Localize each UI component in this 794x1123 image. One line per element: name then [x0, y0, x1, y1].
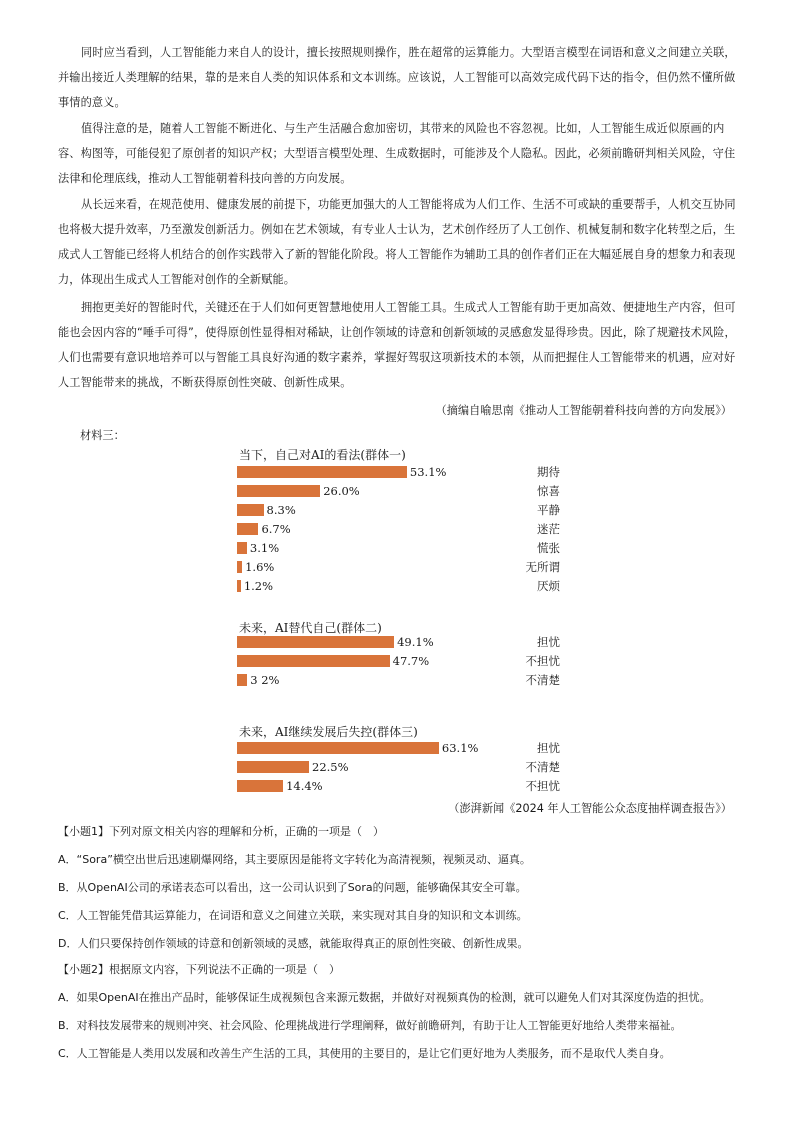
- chart-2-value-label: 49.1%: [397, 635, 434, 649]
- chart-1-bar: [237, 504, 264, 516]
- chart-3-value-label: 63.1%: [441, 741, 479, 755]
- source-citation-2: （澎湃新闻《2024 年人工智能公众态度抽样调查报告》）: [448, 802, 732, 815]
- chart-1-title: 当下，自己对AI的看法(群体一): [239, 448, 406, 462]
- chart-2-category-label: 担忧: [537, 635, 560, 649]
- question-1-option[interactable]: A．“Sora”横空出世后迅速刷爆网络，其主要原因是能将文字转化为高清视频，视频灵动、逼真。: [58, 853, 531, 866]
- chart-2-category-label: 不清楚: [525, 673, 560, 687]
- chart-2-title: 未来，AI替代自己(群体二): [239, 621, 382, 635]
- chart-1-value-label: 26.0%: [323, 484, 360, 498]
- chart-1-category-label: 平静: [537, 503, 560, 517]
- question-1-option[interactable]: D．人们只要保持创作领域的诗意和创新领域的灵感，就能取得真正的原创性突破、创新性成果。: [58, 937, 529, 950]
- chart-3-value-label: 22.5%: [312, 760, 349, 774]
- paragraph-1: 同时应当看到，人工智能能力来自人的设计，擅长按照规则操作，胜在超常的运算能力。大型语言模型在词语和意义之间建立关联，并输出接近人类理解的结果，靠的是来自人类的知识体系和文本训练。应该说，人工智能可以高效完成代码下达的指令，但仍然不懂所做事情的意义。: [58, 46, 736, 109]
- chart-3-bar: [237, 761, 309, 773]
- chart-3-category-label: 不担忧: [525, 779, 560, 793]
- question-2-option[interactable]: C．人工智能是人类用以发展和改善生产生活的工具，其使用的主要目的，是让它们更好地为人类服务，而不是取代人类自身。: [58, 1047, 671, 1060]
- chart-1-bar: [237, 485, 320, 497]
- chart-1-value-label: 3.1%: [249, 541, 280, 555]
- chart-3-category-label: 担忧: [537, 741, 560, 755]
- chart-1-category-label: 厌烦: [537, 579, 560, 593]
- chart-1-value-label: 1.2%: [243, 579, 274, 593]
- chart-1-value-label: 6.7%: [261, 522, 291, 536]
- chart-1-bar: [237, 466, 407, 478]
- chart-1-value-label: 1.6%: [245, 560, 275, 574]
- chart-1-bar: [237, 523, 258, 535]
- chart-2-bar: [237, 655, 390, 667]
- paragraph-4: 拥抱更美好的智能时代，关键还在于人们如何更智慧地使用人工智能工具。生成式人工智能有助于更加高效、便捷地生产内容，但可能也会因内容的“唾手可得”，使得原创性显得相对稀缺，让创作领域的诗意和创新领域的灵感愈发显得珍贵。因此，除了规避技术风险，人们也需要有意识地培养可以与智能工具良好沟通的数字素养，掌握好驾驭这项新技术的本领，从而把握住人工智能带来的机遇，应对好人工智能带来的挑战，不断获得原创性突破、创新性成果。: [58, 301, 736, 389]
- chart-2-bar: [237, 674, 247, 686]
- chart-1-bar: [237, 542, 247, 554]
- question-2-option[interactable]: A．如果OpenAI在推出产品时，能够保证生成视频包含来源元数据，并做好对视频真伪的检测，就可以避免人们对其深度伪造的担忧。: [58, 991, 711, 1004]
- chart-2-category-label: 不担忧: [525, 654, 560, 668]
- chart-1-bar: [237, 580, 241, 592]
- chart-2-bar: [237, 636, 394, 648]
- chart-1-value-label: 8.3%: [266, 503, 296, 517]
- question-2-option[interactable]: B．对科技发展带来的规则冲突、社会风险、伦理挑战进行学理阐释，做好前瞻研判，有助于让人工智能更好地给人类带来福祉。: [58, 1019, 682, 1032]
- chart-1-category-label: 期待: [537, 465, 560, 479]
- chart-1-value-label: 53.1%: [409, 465, 447, 479]
- chart-1-category-label: 无所谓: [525, 560, 560, 574]
- paragraph-2: 值得注意的是，随着人工智能不断进化、与生产生活融合愈加密切，其带来的风险也不容忽视。比如，人工智能生成近似原画的内容、构图等，可能侵犯了原创者的知识产权；大型语言模型处理、生成数据时，可能涉及个人隐私。因此，必须前瞻研判相关风险，守住法律和伦理底线，推动人工智能朝着科技向善的方向发展。: [58, 122, 736, 185]
- chart-3-value-label: 14.4%: [286, 779, 323, 793]
- paragraph-3: 从长远来看，在规范使用、健康发展的前提下，功能更加强大的人工智能将成为人们工作、生活不可或缺的重要帮手，人机交互协同也将极大提升效率，乃至激发创新活力。例如在艺术领域，有专业人士认为，艺术创作经历了人工创作、机械复制和数字化转型之后，生成式人工智能已经将人机结合的创作实践带入了新的智能化阶段。将人工智能作为辅助工具的创作者们正在大幅延展自身的想象力和表现力，体现出生成式人工智能对创作的全新赋能。: [58, 198, 736, 286]
- chart-3-bar: [237, 742, 439, 754]
- chart-1-bar: [237, 561, 242, 573]
- question-1-stem: 【小题1】下列对原文相关内容的理解和分析，正确的一项是（ ）: [58, 825, 384, 838]
- chart-3-bar: [237, 780, 283, 792]
- chart-3-title: 未来，AI继续发展后失控(群体三): [239, 725, 418, 739]
- chart-2-value-label: 47.7%: [392, 654, 430, 668]
- chart-1-category-label: 慌张: [537, 541, 560, 555]
- chart-3-category-label: 不清楚: [525, 760, 560, 774]
- chart-2-value-label: 3 2%: [250, 673, 280, 687]
- question-2-stem: 【小题2】根据原文内容，下列说法不正确的一项是（ ）: [58, 963, 340, 976]
- source-citation-1: （摘编自喻思南《推动人工智能朝着科技向善的方向发展》）: [435, 404, 732, 417]
- material-label: 材料三：: [80, 429, 125, 442]
- question-1-option[interactable]: B．从OpenAI公司的承诺表态可以看出，这一公司认识到了Sora的问题，能够确保其安全可靠。: [58, 881, 527, 894]
- chart-1-category-label: 惊喜: [537, 484, 560, 498]
- chart-1-category-label: 迷茫: [537, 522, 560, 536]
- question-1-option[interactable]: C．人工智能凭借其运算能力，在词语和意义之间建立关联，来实现对其自身的知识和文本训练。: [58, 909, 528, 922]
